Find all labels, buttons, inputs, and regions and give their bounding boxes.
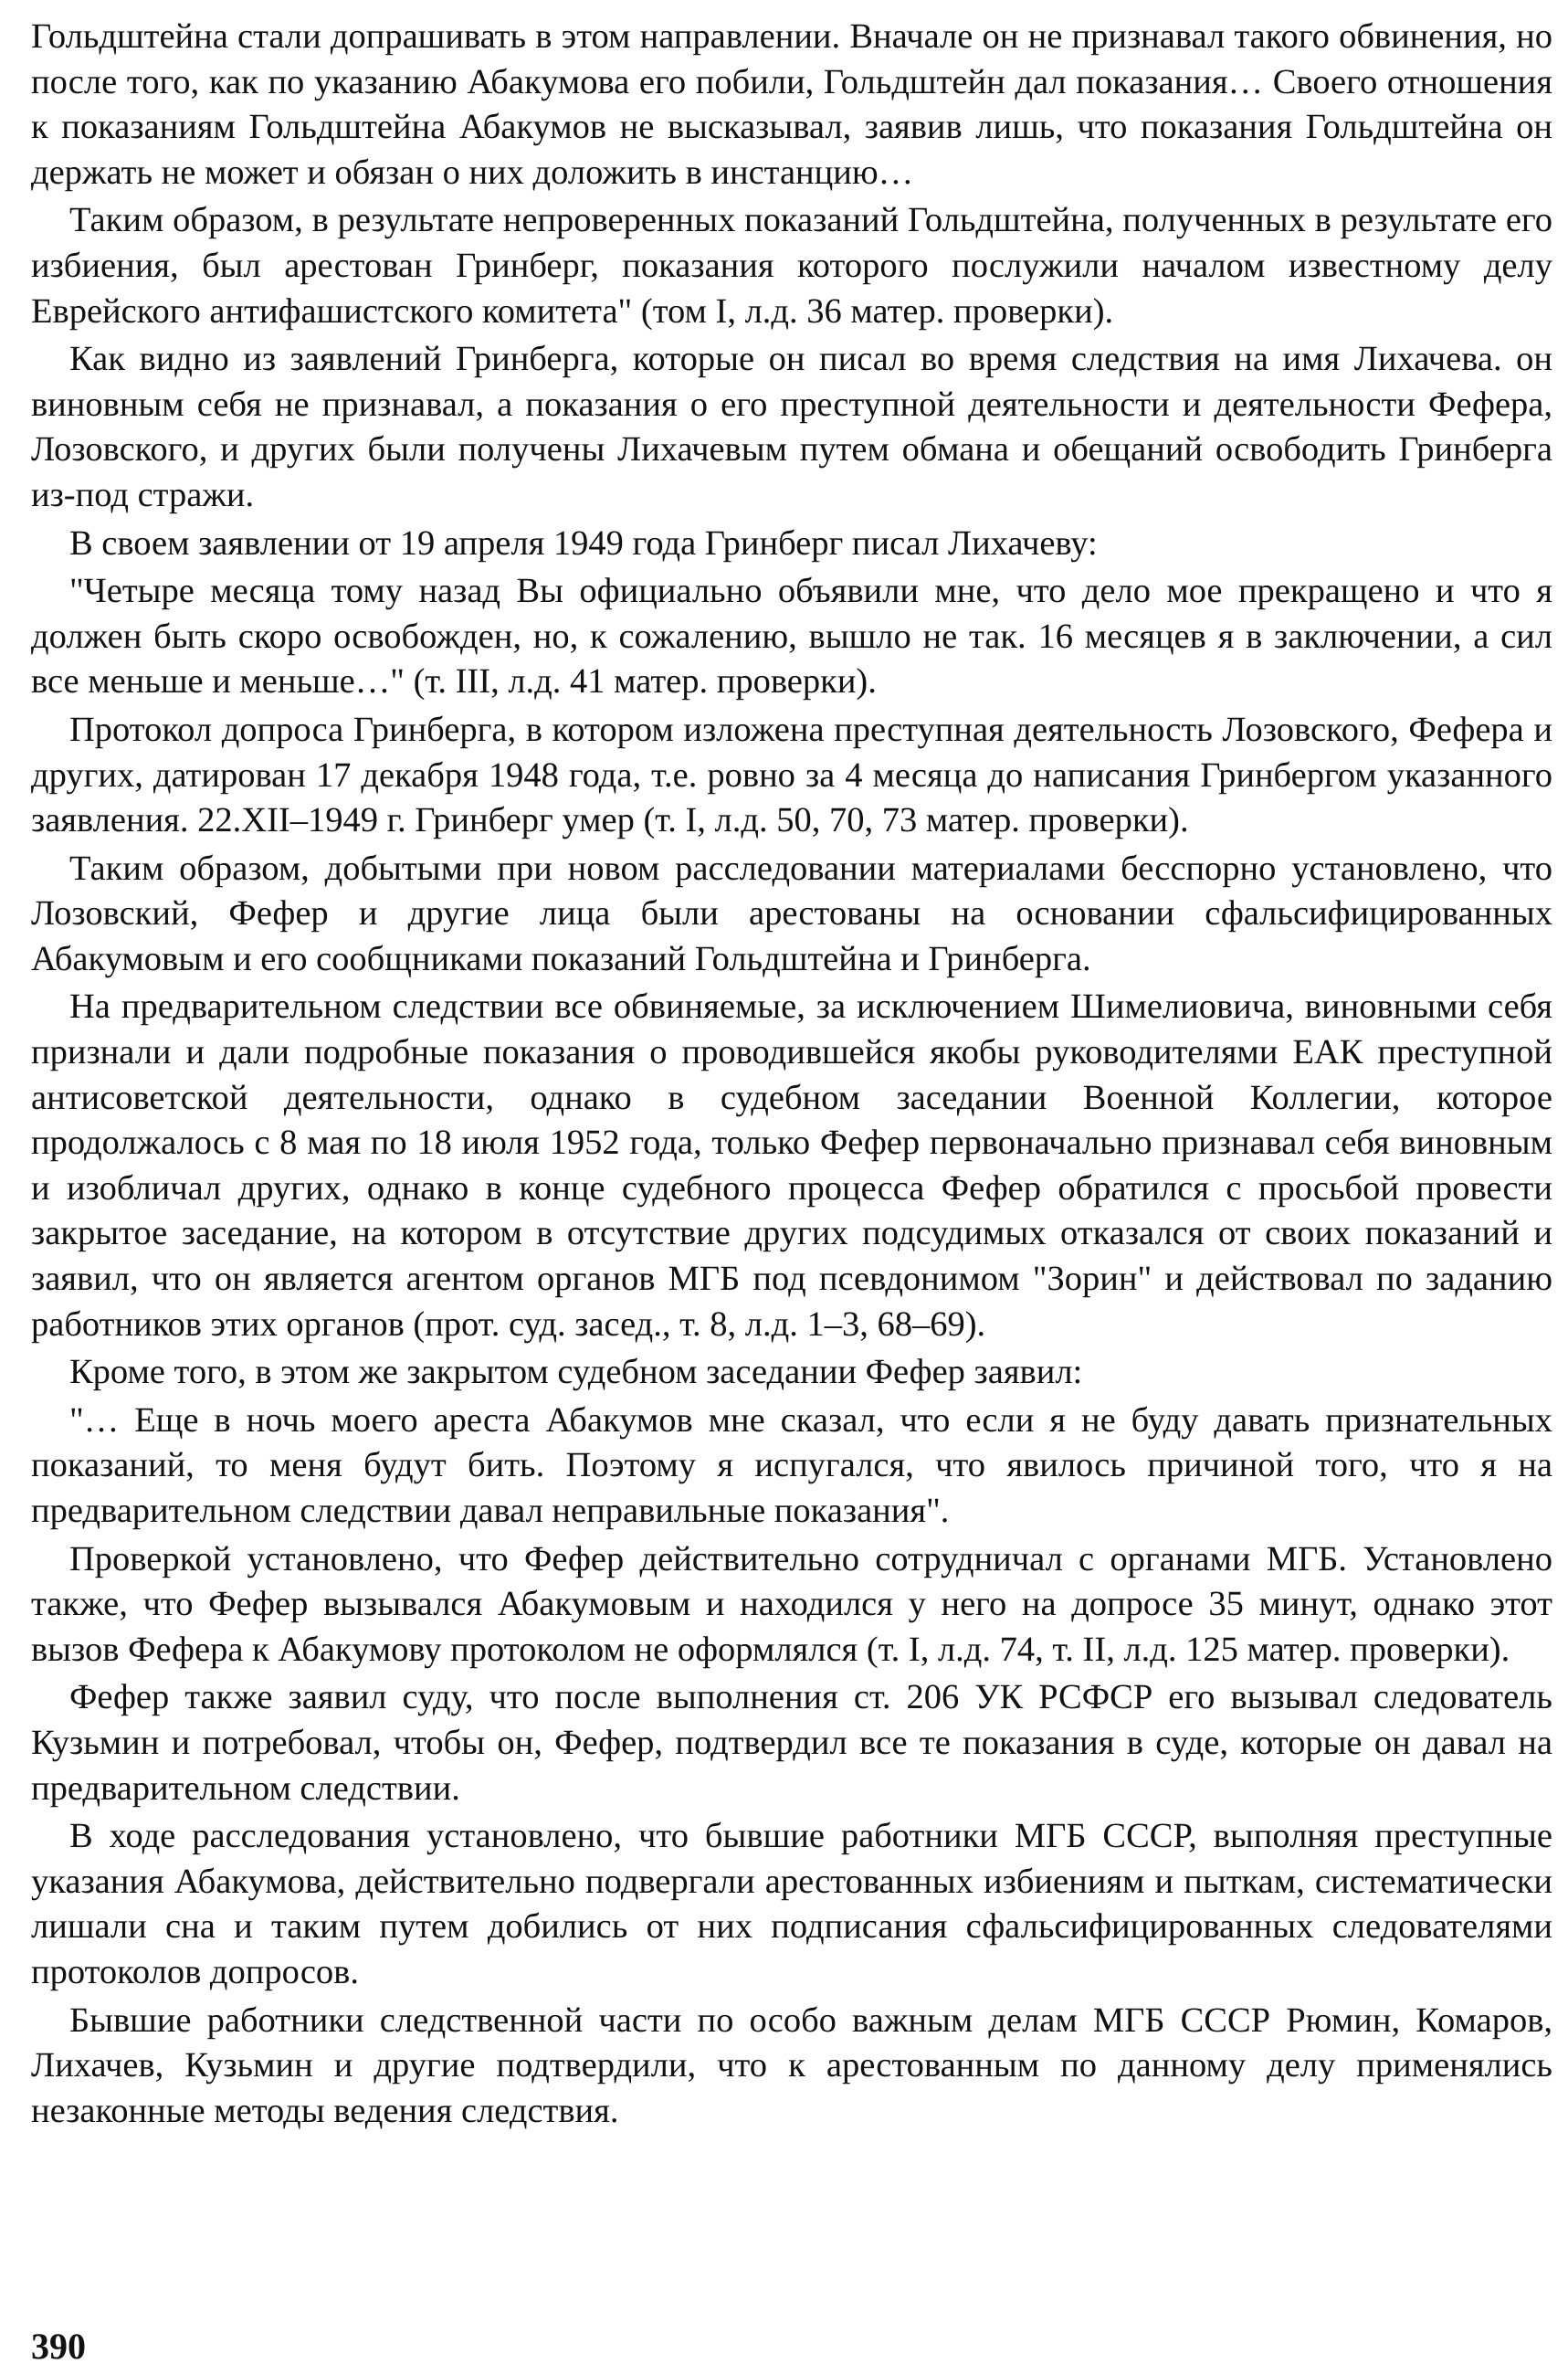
paragraph-8: На предварительном следствии все обвиняемые, за исключением Шимелиовича, виновными себя признали и дали подробные показания о проводившейся якобы руководителями ЕАК преступной антисоветской деятельности, однако в судебном заседании Военной Коллегии, которое продолжалось с 8 мая по 18 июля 1952 года, только Фефер первоначально признавал себя виновным и изобличал других, однако в конце судебного процесса Фефер обратился с просьбой провести закрытое заседание, на котором в отсутствие других подсудимых отказался от своих показаний и заявил, что он является агентом органов МГБ под псевдонимом "Зорин" и действовал по заданию работников этих органов (прот. суд. засед., т. 8, л.д. 1–3, 68–69). [31, 987, 1552, 1344]
paragraph-13: В ходе расследования установлено, что бывшие работники МГБ СССР, выполняя преступные указания Абакумова, действительно подвергали арестованных избиениям и пыткам, систематически лишали сна и таким путем добились от них подписания сфальсифицированных следователями протоколов допросов. [31, 1817, 1552, 1991]
page-body [31, 15, 1552, 2137]
paragraph-2: Таким образом, в результате непроверенных показаний Гольдштейна, полученных в результате его избиения, был арестован Гринберг, показания которого послужили началом известному делу Еврейского антифашистского комитета" (том I, л.д. 36 матер. проверки). [31, 201, 1552, 331]
paragraph-14: Бывшие работники следственной части по особо важным делам МГБ СССР Рюмин, Комаров, Лихачев, Кузьмин и другие подтвердили, что к арестованным по данному делу применялись незаконные методы ведения следствия. [31, 2000, 1552, 2130]
paragraph-6: Протокол допроса Гринберга, в котором изложена преступная деятельность Лозовского, Фефера и других, датирован 17 декабря 1948 года, т.е. ровно за 4 месяца до написания Гринбергом указанного заявления. 22.XII–1949 г. Гринберг умер (т. I, л.д. 50, 70, 73 матер. проверки). [31, 710, 1552, 840]
paragraph-3: Как видно из заявлений Гринберга, которые он писал во время следствия на имя Лихачева. он виновным себя не признавал, а показания о его преступной деятельности и деятельности Фефера, Лозовского, и других были получены Лихачевым путем обмана и обещаний освободить Гринберга из-под стражи. [31, 340, 1552, 514]
paragraph-9: Кроме того, в этом же закрытом судебном заседании Фефер заявил: [69, 1353, 1083, 1392]
paragraph-7: Таким образом, добытыми при новом расследовании материалами бесспорно установлено, что Лозовский, Фефер и другие лица были арестованы на основании сфальсифицированных Абакумовым и его сообщниками показаний Гольдштейна и Гринберга. [31, 849, 1552, 978]
paragraph-5-quote: "Четыре месяца тому назад Вы официально объявили мне, что дело мое прекращено и что я должен быть скоро освобожден, но, к сожалению, вышло не так. 16 месяцев я в заключении, а сил все меньше и меньше…" (т. III, л.д. 41 матер. проверки). [31, 572, 1552, 702]
page-number: 390 [31, 2326, 86, 2367]
paragraph-4: В своем заявлении от 19 апреля 1949 года Гринберг писал Лихачеву: [69, 523, 1098, 563]
paragraph-1: Гольдштейна стали допрашивать в этом направлении. Вначале он не признавал такого обвинения, но после того, как по указанию Абакумова его побили, Гольдштейн дал показания… Своего отношения к показаниям Гольдштейна Абакумов не высказывал, заявив лишь, что показания Гольдштейна он держать не может и обязан о них доложить в инстанцию… [31, 17, 1552, 192]
paragraph-10-quote: "… Еще в ночь моего ареста Абакумов мне сказал, что если я не буду давать признательных показаний, то меня будут бить. Поэтому я испугался, что явилось причиной того, что я на предварительном следствии давал неправильные показания". [31, 1400, 1552, 1530]
paragraph-11: Проверкой установлено, что Фефер действительно сотрудничал с органами МГБ. Установлено также, что Фефер вызывался Абакумовым и находился у него на допросе 35 минут, однако этот вызов Фефера к Абакумову протоколом не оформлялся (т. I, л.д. 74, т. II, л.д. 125 матер. проверки). [31, 1539, 1552, 1669]
paragraph-12: Фефер также заявил суду, что после выполнения ст. 206 УК РСФСР его вызывал следователь Кузьмин и потребовал, чтобы он, Фефер, подтвердил все те показания в суде, которые он давал на предварительном следствии. [31, 1678, 1552, 1808]
